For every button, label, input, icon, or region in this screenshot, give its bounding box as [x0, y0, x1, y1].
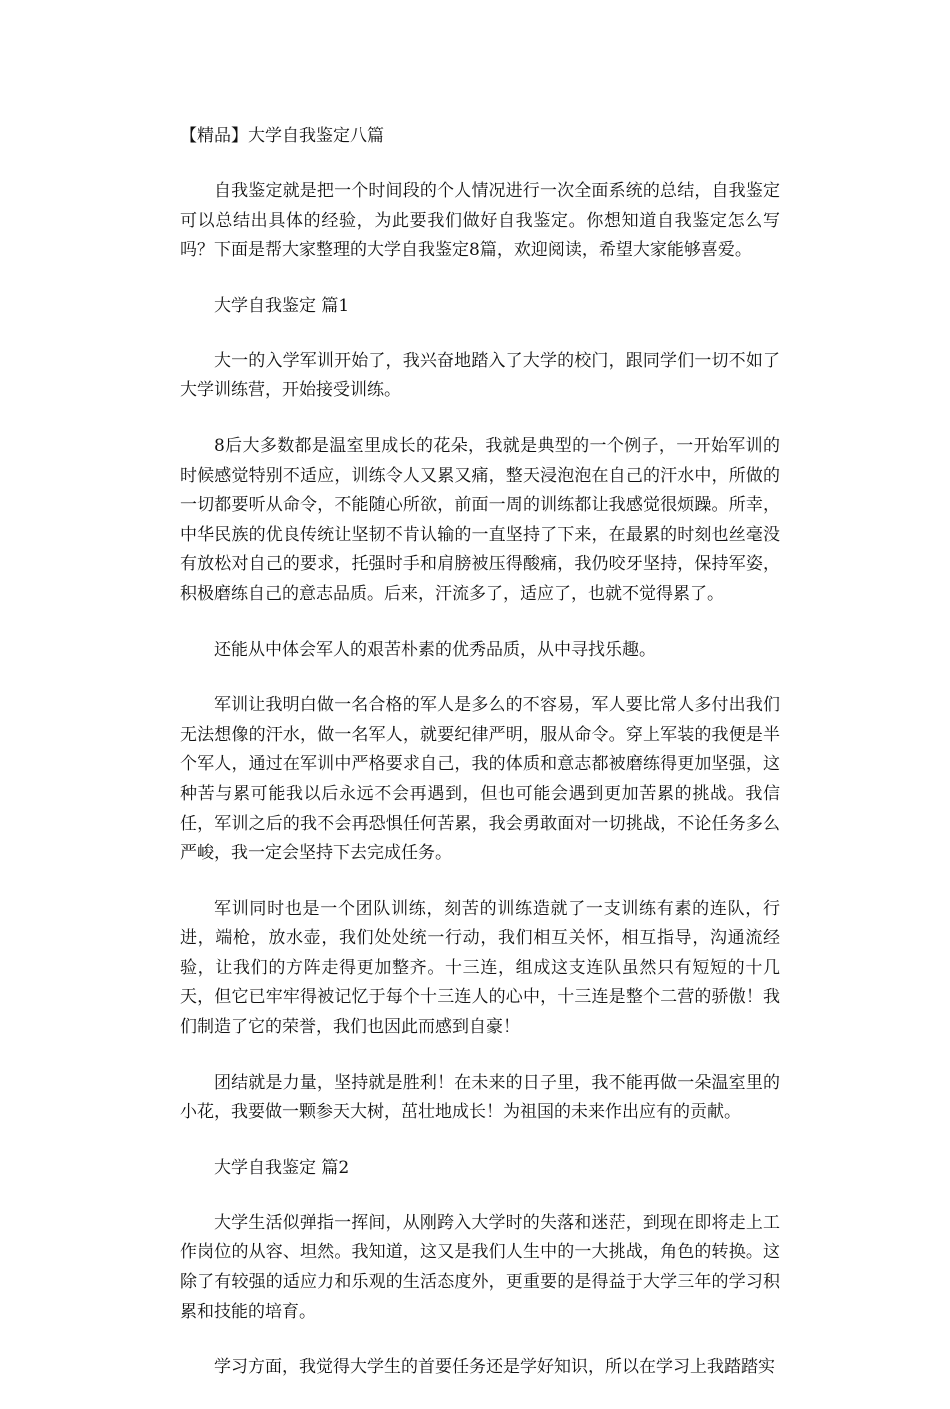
section-heading-1: 大学自我鉴定 篇1	[214, 295, 350, 316]
document-title: 【精品】大学自我鉴定八篇	[180, 126, 384, 146]
section1-paragraph: 8后大多数都是温室里成长的花朵，我就是典型的一个例子，一开始军训的时候感觉特别不适应，训练令人又累又痛，整天浸泡泡在自己的汗水中，所做的一切都要听从命令，不能随心所欲，前面一周的训练都让我感觉很烦躁。所幸，中华民族的优良传统让坚韧不肯认输的一直坚持了下来，在最累的时刻也丝毫没有放松对自己的要求，托强时手和肩膀被压得酸痛，我仍咬牙坚持，保持军姿，积极磨练自己的意志品质。后来，汗流多了，适应了，也就不觉得累了。	[180, 435, 780, 604]
section2-paragraph: 学习方面，我觉得大学生的首要任务还是学好知识，所以在学习上我踏踏实	[214, 1357, 775, 1378]
document-body	[180, 122, 780, 1409]
section1-paragraph: 军训同时也是一个团队训练，刻苦的训练造就了一支训练有素的连队，行进，端枪，放水壶，我们处处统一行动，我们相互关怀，相互指导，沟通流经验，让我们的方阵走得更加整齐。十三连，组成这支连队虽然只有短短的十几天，但它已牢牢得被记忆于每个十三连人的心中，十三连是整个二营的骄傲！我们制造了它的荣誉，我们也因此而感到自豪！	[180, 898, 780, 1038]
section1-paragraph: 军训让我明白做一名合格的军人是多么的不容易，军人要比常人多付出我们无法想像的汗水，做一名军人，就要纪律严明，服从命令。穿上军装的我便是半个军人，通过在军训中严格要求自己，我的体质和意志都被磨练得更加坚强，这种苦与累可能我以后永远不会再遇到，但也可能会遇到更加苦累的挑战。我信任，军训之后的我不会再恐惧任何苦累，我会勇敢面对一切挑战，不论任务多么严峻，我一定会坚持下去完成任务。	[180, 695, 780, 864]
section-heading-2: 大学自我鉴定 篇2	[214, 1157, 350, 1178]
section1-paragraph: 团结就是力量，坚持就是胜利！在未来的日子里，我不能再做一朵温室里的小花，我要做一颗参天大树，茁壮地成长！为祖国的未来作出应有的贡献。	[180, 1072, 780, 1123]
section1-paragraph: 大一的入学军训开始了，我兴奋地踏入了大学的校门，跟同学们一切不如了大学训练营，开始接受训练。	[180, 350, 780, 401]
section2-paragraph: 大学生活似弹指一挥间，从刚跨入大学时的失落和迷茫，到现在即将走上工作岗位的从容、坦然。我知道，这又是我们人生中的一大挑战，角色的转换。这除了有较强的适应力和乐观的生活态度外，更重要的是得益于大学三年的学习积累和技能的培育。	[180, 1212, 780, 1322]
intro-paragraph: 自我鉴定就是把一个时间段的个人情况进行一次全面系统的总结，自我鉴定可以总结出具体的经验，为此要我们做好自我鉴定。你想知道自我鉴定怎么写吗？下面是帮大家整理的大学自我鉴定8篇，欢迎阅读，希望大家能够喜爱。	[180, 181, 780, 261]
section1-paragraph: 还能从中体会军人的艰苦朴素的优秀品质，从中寻找乐趣。	[214, 639, 656, 660]
